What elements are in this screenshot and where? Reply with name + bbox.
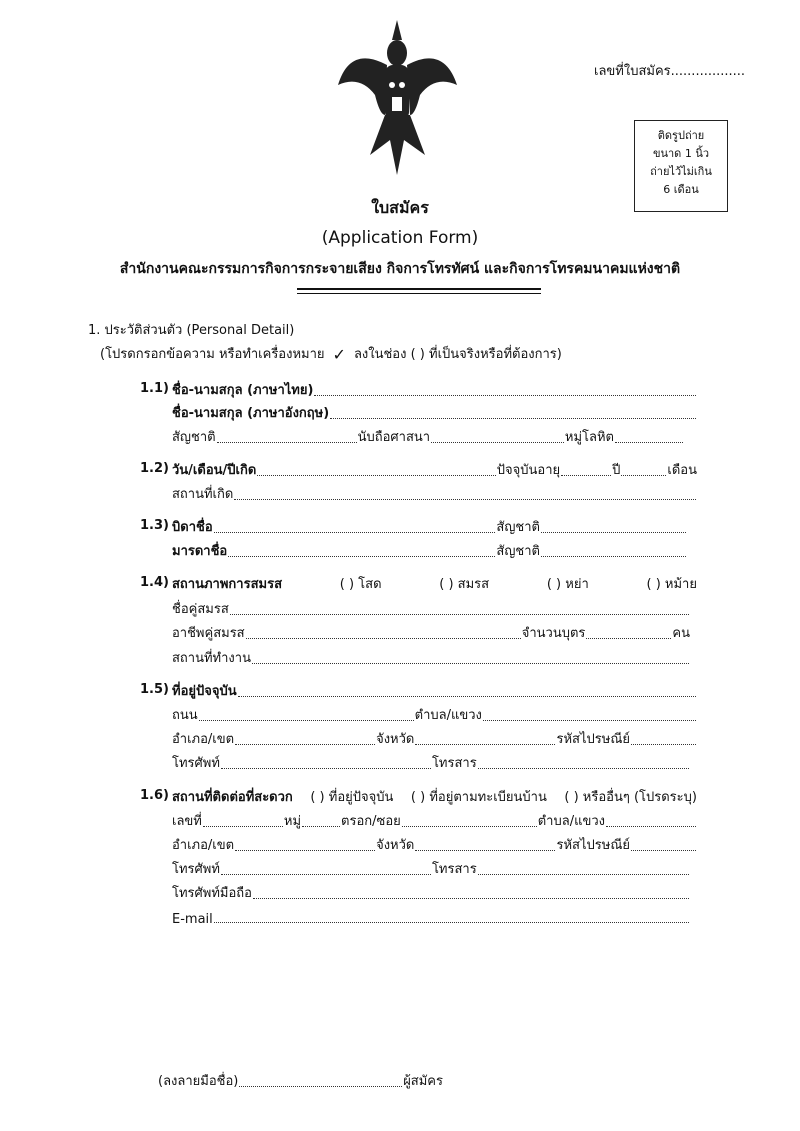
option-registered-address[interactable]: ( ) ที่อยู่ตามทะเบียนบ้าน [410, 790, 547, 805]
title-divider [297, 288, 541, 294]
label-spouse: ชื่อคู่สมรส [172, 602, 229, 617]
name-th-field[interactable] [314, 395, 696, 396]
photo-box-line: ถ่ายไว้ไม่เกิน [650, 165, 712, 178]
postcode-field[interactable] [631, 744, 696, 745]
label-nationality: สัญชาติ [496, 520, 540, 535]
application-number-field[interactable]: เลขที่ใบสมัคร.................. [594, 64, 746, 79]
label-year: ปี [612, 463, 621, 478]
label-spouse-job: อาชีพคู่สมรส [172, 626, 245, 641]
label-fax: โทรสาร [431, 862, 477, 877]
subdistrict-field[interactable] [606, 826, 696, 827]
province-field[interactable] [415, 744, 555, 745]
label-moo: หมู่ [283, 814, 302, 829]
option-other[interactable]: ( ) หรืออื่นๆ (โปรดระบุ) [564, 790, 697, 805]
instruction-text: ลงในช่อง ( ) ที่เป็นจริงหรือที่ต้องการ) [353, 347, 562, 362]
age-years-field[interactable] [561, 475, 611, 476]
label-name-th: ชื่อ-นามสกุล (ภาษาไทย) [172, 383, 314, 398]
mobile-field[interactable] [253, 898, 689, 899]
label-house-no: เลขที่ [172, 814, 202, 829]
label-name-en: ชื่อ-นามสกุล (ภาษาอังกฤษ) [172, 406, 330, 421]
phone-field[interactable] [221, 874, 431, 875]
item-number: 1.1) [140, 381, 169, 396]
soi-field[interactable] [402, 826, 537, 827]
postcode-field[interactable] [631, 850, 696, 851]
item-number: 1.4) [140, 575, 169, 590]
label-month: เดือน [667, 463, 697, 478]
district-field[interactable] [235, 850, 375, 851]
label-postcode: รหัสไปรษณีย์ [556, 838, 630, 853]
label-blood: หมู่โลหิต [564, 430, 614, 445]
organization-name: สำนักงานคณะกรรมการกิจการกระจายเสียง กิจการโทรทัศน์ และกิจการโทรคมนาคมแห่งชาติ [119, 261, 681, 277]
label-district: อำเภอ/เขต [172, 838, 235, 853]
option-divorced[interactable]: ( ) หย่า [546, 577, 589, 592]
mother-nationality-field[interactable] [541, 556, 686, 557]
mother-field[interactable] [228, 556, 495, 557]
fax-field[interactable] [478, 768, 689, 769]
photo-box-line: ติดรูปถ่าย [657, 129, 705, 142]
option-current-address[interactable]: ( ) ที่อยู่ปัจจุบัน [310, 790, 394, 805]
label-applicant: ผู้สมัคร [403, 1074, 443, 1089]
label-mobile: โทรศัพท์มือถือ [172, 886, 252, 901]
label-religion: นับถือศาสนา [357, 430, 431, 445]
phone-field[interactable] [221, 768, 431, 769]
label-province: จังหวัด [376, 732, 415, 747]
workplace-field[interactable] [252, 663, 689, 664]
item-number: 1.3) [140, 518, 169, 533]
father-nationality-field[interactable] [541, 532, 686, 533]
label-dob: วัน/เดือน/ปีเกิด [172, 463, 257, 478]
signature-field[interactable] [239, 1086, 402, 1087]
label-subdistrict: ตำบล/แขวง [414, 708, 482, 723]
spouse-field[interactable] [230, 614, 689, 615]
garuda-emblem [330, 15, 465, 180]
title-thai: ใบสมัคร [371, 198, 429, 217]
label-marital: สถานภาพการสมรส [172, 577, 283, 592]
label-email: E-mail [172, 912, 213, 927]
children-field[interactable] [586, 638, 671, 639]
label-age: ปัจจุบันอายุ [496, 463, 561, 478]
label-signature: (ลงลายมือชื่อ) [158, 1074, 239, 1089]
label-birthplace: สถานที่เกิด [172, 487, 234, 502]
check-mark-icon: ✓ [332, 345, 346, 364]
item-number: 1.5) [140, 682, 169, 697]
label-workplace: สถานที่ทำงาน [172, 651, 251, 666]
age-months-field[interactable] [621, 475, 666, 476]
option-single[interactable]: ( ) โสด [339, 577, 382, 592]
dob-field[interactable] [257, 475, 496, 476]
email-field[interactable] [214, 922, 689, 923]
label-persons: คน [672, 626, 690, 641]
spouse-job-field[interactable] [246, 638, 521, 639]
label-phone: โทรศัพท์ [172, 756, 220, 771]
nationality-field[interactable] [217, 442, 357, 443]
label-postcode: รหัสไปรษณีย์ [556, 732, 630, 747]
label-district: อำเภอ/เขต [172, 732, 235, 747]
father-field[interactable] [214, 532, 496, 533]
instruction-text: (โปรดกรอกข้อความ หรือทำเครื่องหมาย [100, 347, 325, 362]
label-subdistrict: ตำบล/แขวง [537, 814, 605, 829]
option-widowed[interactable]: ( ) หม้าย [646, 577, 697, 592]
photo-box-line: ขนาด 1 นิ้ว [652, 147, 710, 160]
name-en-field[interactable] [330, 418, 696, 419]
label-father: บิดาชื่อ [172, 520, 213, 535]
label-road: ถนน [172, 708, 198, 723]
item-number: 1.2) [140, 461, 169, 476]
moo-field[interactable] [302, 826, 340, 827]
blood-field[interactable] [615, 442, 683, 443]
label-phone: โทรศัพท์ [172, 862, 220, 877]
photo-box-line: 6 เดือน [663, 183, 699, 196]
province-field[interactable] [415, 850, 555, 851]
label-address: ที่อยู่ปัจจุบัน [172, 684, 237, 699]
subdistrict-field[interactable] [483, 720, 696, 721]
section-heading: 1. ประวัติส่วนตัว (Personal Detail) [88, 323, 295, 338]
label-fax: โทรสาร [431, 756, 477, 771]
address-field[interactable] [238, 696, 696, 697]
religion-field[interactable] [431, 442, 564, 443]
label-mother: มารดาชื่อ [172, 544, 228, 559]
house-no-field[interactable] [203, 826, 283, 827]
birthplace-field[interactable] [234, 499, 696, 500]
label-soi: ตรอก/ซอย [341, 814, 401, 829]
label-children: จำนวนบุตร [521, 626, 586, 641]
label-province: จังหวัด [376, 838, 415, 853]
district-field[interactable] [235, 744, 375, 745]
option-married[interactable]: ( ) สมรส [439, 577, 490, 592]
title-english: (Application Form) [321, 228, 479, 248]
label-contact: สถานที่ติดต่อที่สะดวก [172, 790, 293, 805]
road-field[interactable] [199, 720, 414, 721]
label-nationality: สัญชาติ [172, 430, 216, 445]
label-nationality: สัญชาติ [496, 544, 540, 559]
item-number: 1.6) [140, 788, 169, 803]
fax-field[interactable] [478, 874, 689, 875]
